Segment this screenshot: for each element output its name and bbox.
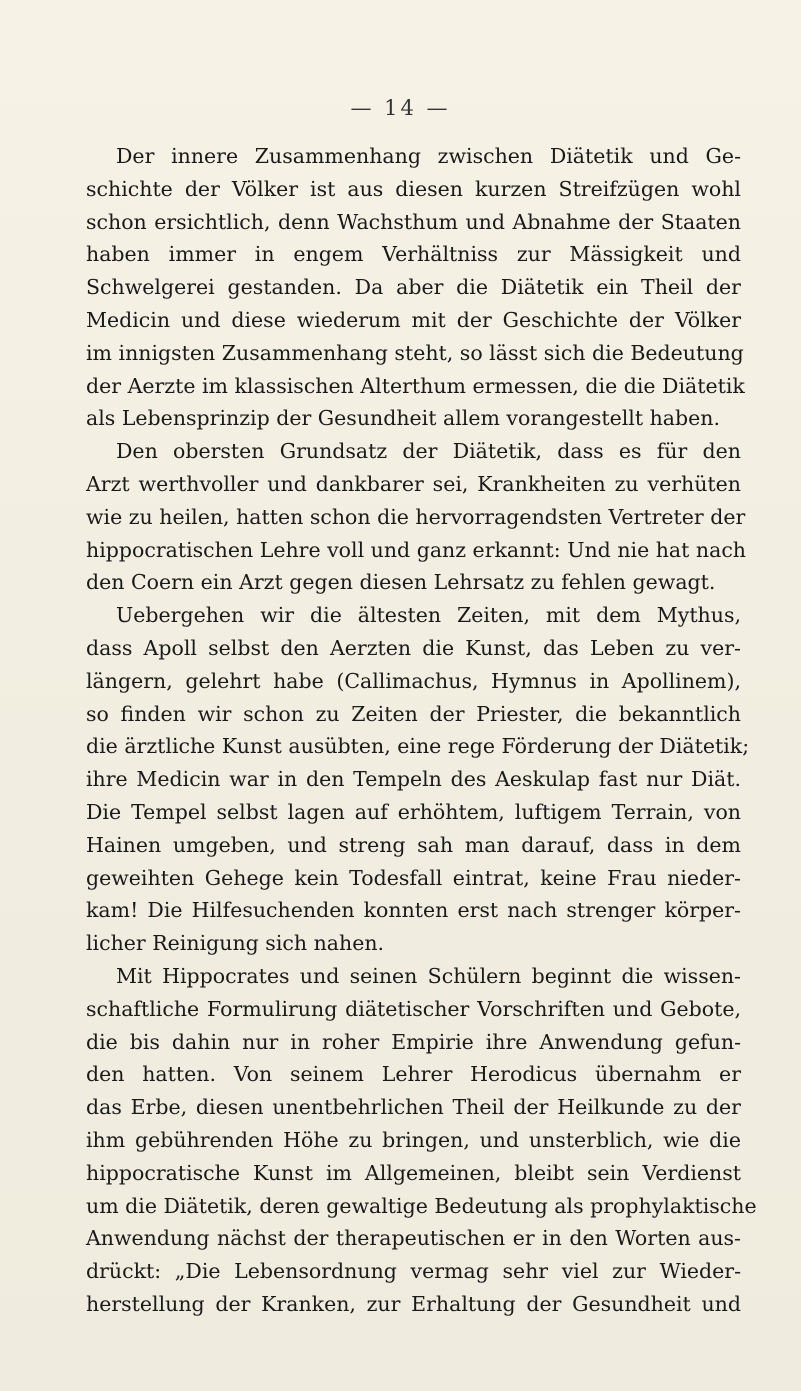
text-line: Arzt werthvoller und dankbarer sei, Krankheiten zu verhüten: [86, 471, 741, 496]
text-line: die bis dahin nur in roher Empirie ihre Anwendung gefun-: [86, 1029, 741, 1054]
text-line: Anwendung nächst der therapeutischen er in den Worten aus-: [86, 1226, 741, 1251]
text-line: Medicin und diese wiederum mit der Geschichte der Völker: [86, 307, 741, 332]
text-line: schon ersichtlich, denn Wachsthum und Abnahme der Staaten: [86, 209, 741, 234]
text-line: der Aerzte im klassischen Alterthum ermessen, die die Diätetik: [86, 373, 745, 398]
text-line: wie zu heilen, hatten schon die hervorragendsten Vertreter der: [86, 504, 746, 529]
text-line: ihm gebührenden Höhe zu bringen, und unsterblich, wie die: [86, 1127, 741, 1152]
text-line: Mit Hippocrates und seinen Schülern beginnt die wissen-: [116, 963, 741, 988]
text-line: schaftliche Formulirung diätetischer Vorschriften und Gebote,: [86, 996, 741, 1021]
text-line: als Lebensprinzip der Gesundheit allem vorangestellt haben.: [86, 406, 720, 431]
text-line: drückt: „Die Lebensordnung vermag sehr viel zur Wieder-: [86, 1259, 741, 1284]
text-line: das Erbe, diesen unentbehrlichen Theil der Heilkunde zu der: [86, 1095, 741, 1120]
text-line: längern, gelehrt habe (Callimachus, Hymnus in Apollinem),: [86, 668, 741, 693]
text-line: hippocratische Kunst im Allgemeinen, bleibt sein Verdienst: [86, 1160, 741, 1185]
text-line: Uebergehen wir die ältesten Zeiten, mit dem Mythus,: [116, 603, 741, 628]
text-line: so finden wir schon zu Zeiten der Priester, die bekanntlich: [86, 701, 741, 726]
text-line: die ärztliche Kunst ausübten, eine rege Förderung der Diätetik;: [86, 734, 750, 759]
text-line: licher Reinigung sich nahen.: [86, 931, 385, 956]
body-text: [86, 140, 757, 1321]
text-line: Hainen umgeben, und streng sah man darauf, dass in dem: [86, 832, 741, 857]
text-line: schichte der Völker ist aus diesen kurzen Streifzügen wohl: [86, 176, 741, 201]
text-line: Der innere Zusammenhang zwischen Diätetik und Ge-: [116, 144, 741, 168]
page-number: — 14 —: [350, 96, 451, 120]
text-line: Die Tempel selbst lagen auf erhöhtem, luftigem Terrain, von: [86, 799, 741, 824]
text-line: den Coern ein Arzt gegen diesen Lehrsatz zu fehlen gewagt.: [86, 570, 716, 595]
text-line: dass Apoll selbst den Aerzten die Kunst, das Leben zu ver-: [86, 635, 741, 660]
text-line: hippocratischen Lehre voll und ganz erkannt: Und nie hat nach: [86, 537, 747, 562]
text-line: haben immer in engem Verhältniss zur Mässigkeit und: [86, 242, 741, 267]
text-line: den hatten. Von seinem Lehrer Herodicus übernahm er: [86, 1062, 741, 1087]
text-line: Schwelgerei gestanden. Da aber die Diätetik ein Theil der: [86, 275, 741, 300]
text-line: Den obersten Grundsatz der Diätetik, dass es für den: [116, 439, 741, 464]
text-line: ihre Medicin war in den Tempeln des Aeskulap fast nur Diät.: [86, 767, 741, 792]
text-line: im innigsten Zusammenhang steht, so lässt sich die Bedeutung: [86, 340, 744, 365]
text-line: herstellung der Kranken, zur Erhaltung der Gesundheit und: [86, 1291, 741, 1316]
text-line: kam! Die Hilfesuchenden konnten erst nach strenger körper-: [86, 898, 741, 923]
text-line: geweihten Gehege kein Todesfall eintrat, keine Frau nieder-: [86, 865, 741, 890]
text-line: um die Diätetik, deren gewaltige Bedeutung als prophylaktische: [86, 1193, 757, 1218]
